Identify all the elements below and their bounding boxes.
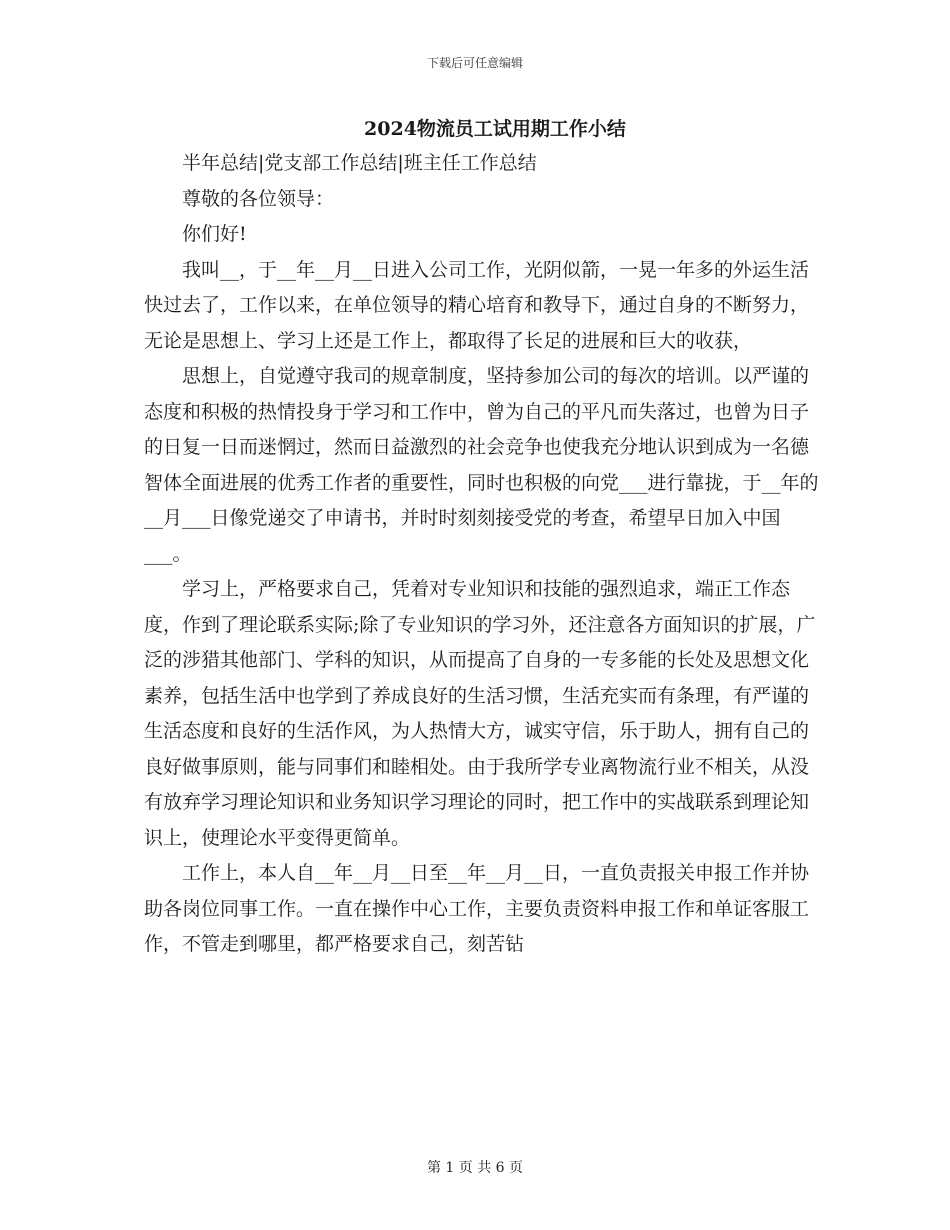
- header-note: 下载后可任意编辑: [426, 56, 523, 70]
- document-body: [144, 146, 824, 963]
- document-title: 2024物流员工试用期工作小结: [364, 118, 626, 140]
- paragraph-intro: 我叫__，于__年__月__日进入公司工作，光阴似箭，一晃一年多的外运生活快过去了，工作以来，在单位领导的精心培育和教导下，通过自身的不断努力，无论是思想上、学习上还是工作上，都取得了长足的进展和巨大的收获，: [144, 258, 810, 352]
- paragraph-thought: 思想上，自觉遵守我司的规章制度，坚持参加公司的每次的培训。以严谨的态度和积极的热情投身于学习和工作中，曾为自己的平凡而失落过，也曾为日子的日复一日而迷惘过，然而日益激烈的社会竞争也使我充分地认识到成为一名德智体全面进展的优秀工作者的重要性，同时也积极的向党___进行靠拢，于__年的__月___日像党递交了申请书，并时时刻刻接受党的考查，希望早日加入中国___。: [144, 365, 819, 565]
- paragraph-study: 学习上，严格要求自己，凭着对专业知识和技能的强烈追求，端正工作态度，作到了理论联系实际;除了专业知识的学习外，还注意各方面知识的扩展，广泛的涉猎其他部门、学科的知识，从而提高了自身的一专多能的长处及思想文化素养，包括生活中也学到了养成良好的生活习惯，生活充实而有条理，有严谨的生活态度和良好的生活作风，为人热情大方，诚实守信，乐于助人，拥有自己的良好做事原则，能与同事们和睦相处。由于我所学专业离物流行业不相关，从没有放弃学习理论知识和业务知识学习理论的同时，把工作中的实战联系到理论知识上，使理论水平变得更简单。: [144, 578, 816, 849]
- paragraph-work: 工作上，本人自__年__月__日至__年__月__日，一直负责报关申报工作并协助各岗位同事工作。一直在操作中心工作，主要负责资料申报工作和单证客服工作，不管走到哪里，都严格要求自己，刻苦钻: [144, 862, 810, 955]
- salutation: 尊敬的各位领导：: [182, 187, 335, 210]
- greeting: 你们好!: [182, 223, 247, 245]
- category-line: 半年总结|党支部工作总结|班主任工作总结: [182, 152, 537, 174]
- page-footer: 第 1 页 共 6 页: [426, 1160, 524, 1176]
